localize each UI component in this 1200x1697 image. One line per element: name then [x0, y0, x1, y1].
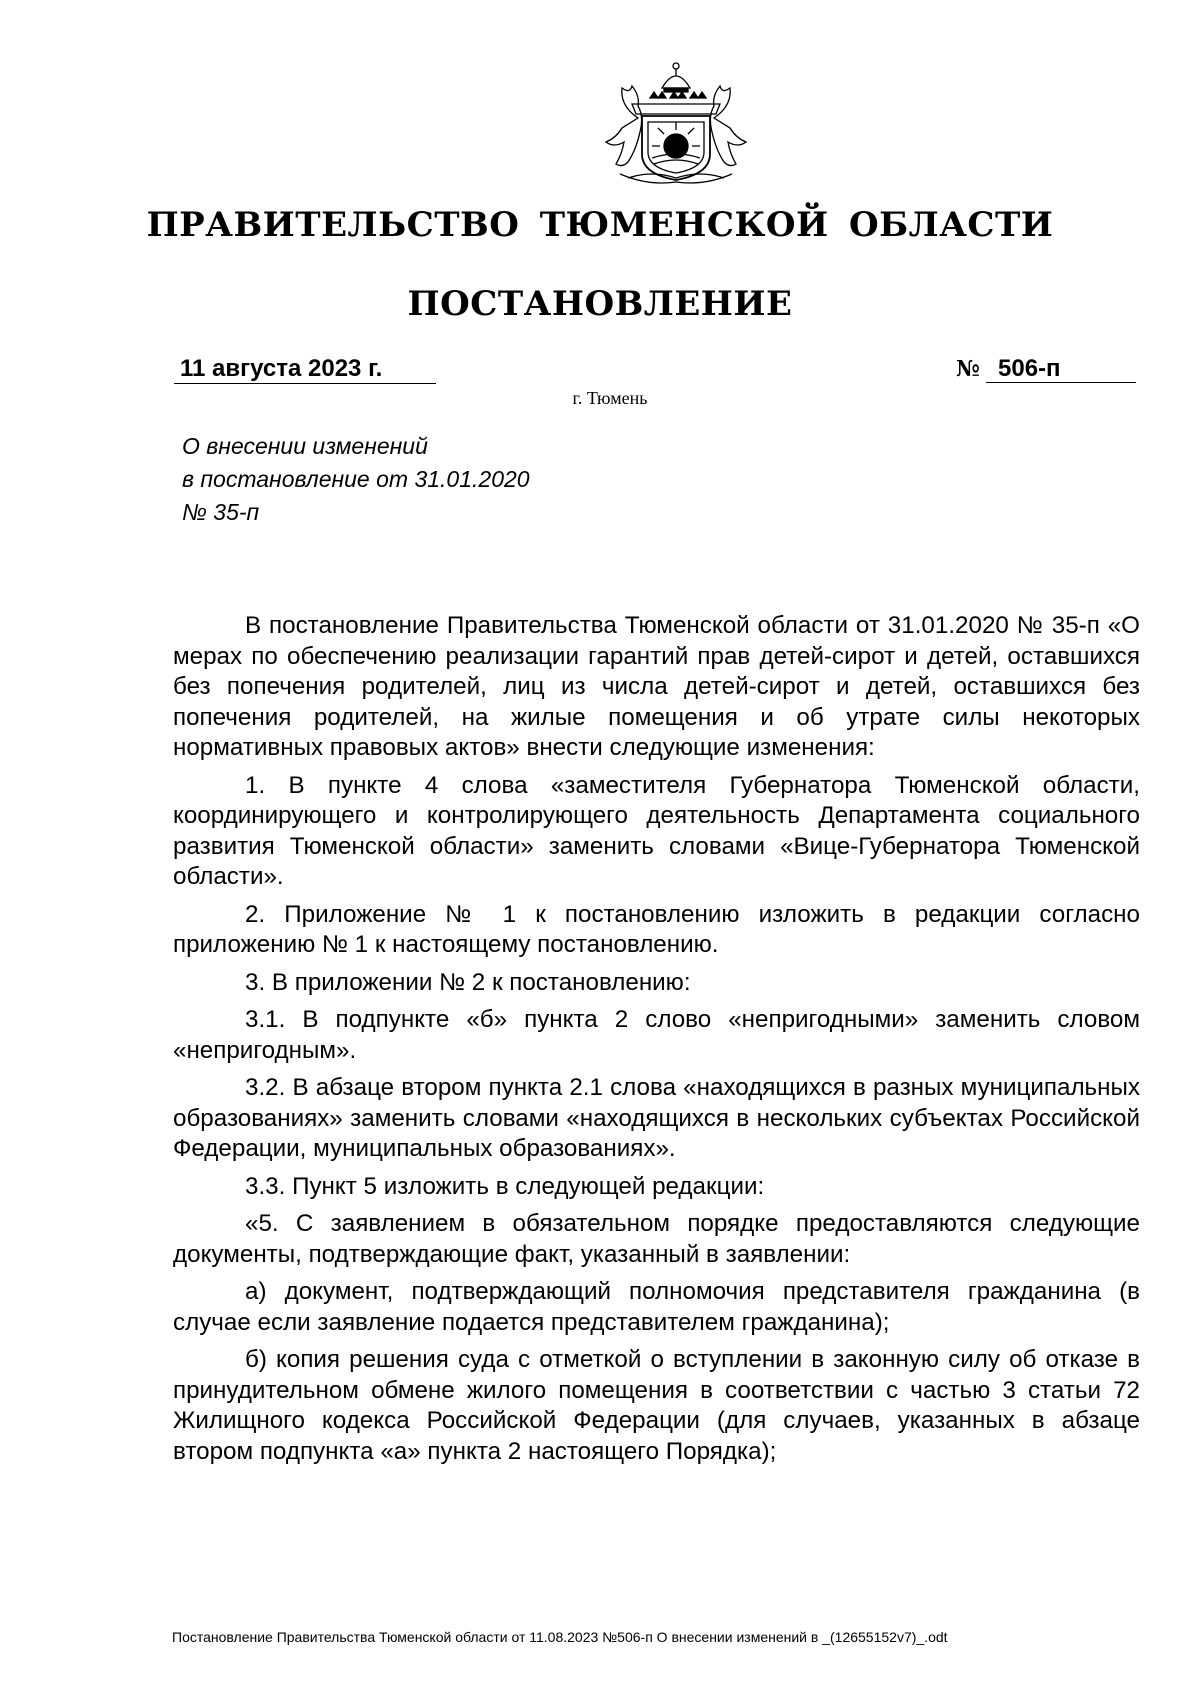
file-footer: Постановление Правительства Тюменской области от 11.08.2023 №506-п О внесении изменений в _(12655152v7)_.odt: [172, 1629, 948, 1645]
organization-title: ПРАВИТЕЛЬСТВО ТЮМЕНСКОЙ ОБЛАСТИ: [146, 205, 1054, 245]
document-date: 11 августа 2023 г.: [174, 355, 436, 384]
coat-of-arms-emblem: [592, 58, 760, 188]
document-type-title: ПОСТАНОВЛЕНИЕ: [407, 284, 793, 324]
body-paragraph: 3. В приложении № 2 к постановлению:: [245, 968, 691, 996]
subject-line: № 35-п: [182, 499, 260, 525]
body-paragraph: В постановление Правительства Тюменской области от 31.01.2020 № 35-п «О мерах по обеспечению реализации гарантий прав детей-сирот и детей, оставшихся без попечения родителей, лиц из числа детей-сирот и детей, оставшихся без попечения родителей, на жилые помещения и об утрате силы некоторых нормативных правовых актов» внести следующие изменения:: [173, 612, 1140, 761]
city-name: г. Тюмень: [572, 388, 648, 408]
document-number: 506-п: [986, 355, 1136, 383]
body-paragraph: 3.1. В подпункте «б» пункта 2 слово «непригодными» заменить словом «непригодным».: [173, 1006, 1140, 1064]
body-paragraph: 2. Приложение № 1 к постановлению изложить в редакции согласно приложению № 1 к настоящему постановлению.: [173, 900, 1140, 958]
body-paragraph: «5. С заявлением в обязательном порядке предоставляются следующие документы, подтверждающие факт, указанный в заявлении:: [173, 1210, 1140, 1268]
body-paragraph: 3.2. В абзаце втором пункта 2.1 слова «находящихся в разных муниципальных образованиях» заменить словами «находящихся в нескольких субъектах Российской Федерации, муниципальных образованиях».: [173, 1074, 1140, 1162]
body-paragraph: 3.3. Пункт 5 изложить в следующей редакции:: [245, 1172, 765, 1200]
document-body: [173, 611, 1140, 1467]
number-sign: №: [956, 356, 980, 382]
subject-line: О внесении изменений: [182, 433, 428, 459]
body-paragraph: а) документ, подтверждающий полномочия представителя гражданина (в случае если заявление подается представителем гражданина);: [173, 1278, 1140, 1336]
subject-line: в постановление от 31.01.2020: [182, 466, 530, 492]
body-paragraph: 1. В пункте 4 слова «заместителя Губернатора Тюменской области, координирующего и контролирующего деятельность Департамента социального развития Тюменской области» заменить словами «Вице-Губернатора Тюменской области».: [173, 771, 1140, 890]
body-paragraph: б) копия решения суда с отметкой о вступлении в законную силу об отказе в принудительном обмене жилого помещения в соответствии с частью 3 статьи 72 Жилищного кодекса Российской Федерации (для случаев, указанных в абзаце втором подпункта «а» пункта 2 настоящего Порядка);: [173, 1346, 1140, 1465]
document-subject: [182, 430, 530, 529]
